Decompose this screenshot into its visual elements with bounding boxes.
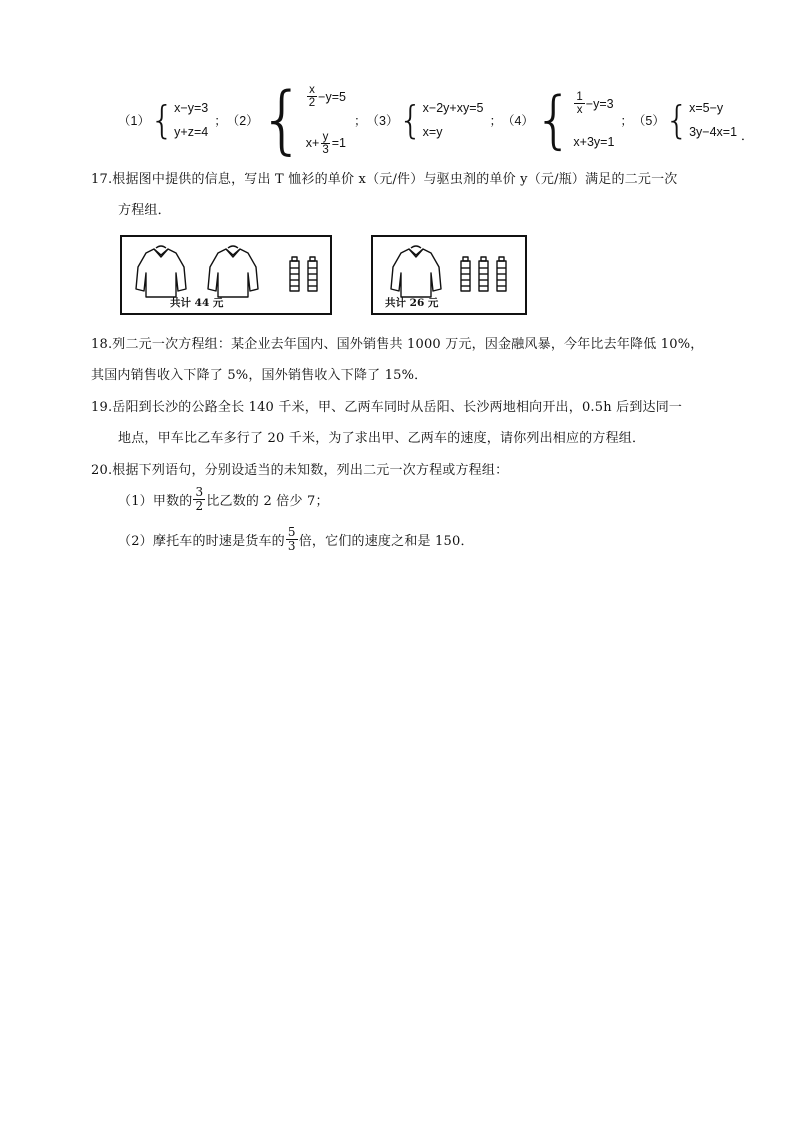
system-3-eq2: x=y — [422, 125, 443, 139]
separator: ； — [489, 113, 502, 128]
system-1 — [149, 98, 209, 142]
system-1-label: （1） — [118, 114, 150, 128]
insect-repellent-bottle-icon — [290, 257, 299, 291]
system-4-label: （4） — [501, 114, 534, 128]
insect-repellent-bottle-icon — [308, 257, 317, 291]
brace-icon: { — [664, 98, 690, 142]
q20-line1: 20.根据下列语句，分别设适当的未知数，列出二元一次方程或方程组： — [91, 463, 509, 478]
q19-line1: 19.岳阳到长沙的公路全长 140 千米，甲、乙两车同时从岳阳、长沙两地相向开出，0.5h 后到达同一 — [91, 400, 683, 415]
tshirt-icon — [208, 246, 258, 297]
insect-repellent-bottle-icon — [479, 257, 488, 291]
picture-box-2 — [371, 235, 527, 315]
q17-line1: 17.根据图中提供的信息，写出 T 恤衫的单价 x（元/件）与驱虫剂的单价 y（元/瓶）满足的二元一次 — [91, 172, 678, 187]
brace-icon: { — [149, 98, 175, 142]
separator: ． — [741, 128, 754, 143]
system-2-eq1: $\frac{x}{2}$ −y=5 — [308, 84, 346, 110]
system-2 — [258, 77, 346, 163]
system-3-eq1: x−2y+xy=5 — [422, 101, 484, 115]
system-4-eq2: x+3y=1 — [573, 135, 615, 149]
shirts-bottles-illustration-1 — [122, 237, 330, 313]
separator: ； — [214, 113, 227, 128]
q20-sub2: （2）摩托车的时速是货车的 $\frac{5}{3}$ 倍，它们的速度之和是 150． — [118, 525, 474, 553]
system-2-eq2: x+ $\frac{y}{3}$ =1 — [305, 130, 346, 156]
system-5-label: （5） — [632, 114, 665, 128]
system-1-eq2: y+z=4 — [174, 125, 209, 139]
tshirt-icon — [136, 246, 186, 297]
equation-systems-row — [118, 77, 754, 163]
system-3 — [398, 98, 484, 142]
system-2-label: （2） — [226, 114, 259, 128]
separator: ； — [354, 113, 367, 128]
system-4-eq1: $\frac{1}{x}$ −y=3 — [576, 91, 614, 117]
brace-icon: { — [258, 77, 306, 163]
q19-line2: 地点，甲车比乙车多行了 20 千米，为了求出甲、乙两车的速度，请你列出相应的方程组． — [118, 431, 646, 446]
q17-line2: 方程组． — [118, 203, 171, 218]
insect-repellent-bottle-icon — [461, 257, 470, 291]
separator: ； — [620, 113, 633, 128]
system-5 — [664, 98, 738, 142]
system-5-eq2: 3y−4x=1 — [689, 125, 738, 139]
tshirt-icon — [391, 246, 441, 297]
q18-line1: 18.列二元一次方程组：某企业去年国内、国外销售共 1000 万元，因金融风暴，今年比去年降低 10%， — [91, 337, 704, 352]
box1-total-label: 共计 44 元 — [170, 297, 224, 309]
fraction-5-3: $\frac{5}{3}$ — [287, 525, 296, 553]
system-1-eq1: x−y=3 — [174, 101, 209, 115]
insect-repellent-bottle-icon — [497, 257, 506, 291]
fraction-3-2: $\frac{3}{2}$ — [195, 485, 204, 513]
system-5-eq1: x=5−y — [689, 101, 724, 115]
q20-sub1: （1）甲数的 $\frac{3}{2}$ 比乙数的 2 倍少 7； — [118, 485, 329, 513]
box2-total-label: 共计 26 元 — [385, 297, 439, 309]
system-4 — [533, 83, 615, 156]
brace-icon: { — [398, 98, 423, 142]
picture-box-1 — [120, 235, 332, 315]
system-3-label: （3） — [366, 114, 399, 128]
brace-icon: { — [533, 83, 574, 156]
q18-line2: 其国内销售收入下降了 5%，国外销售收入下降了 15%． — [91, 368, 428, 383]
